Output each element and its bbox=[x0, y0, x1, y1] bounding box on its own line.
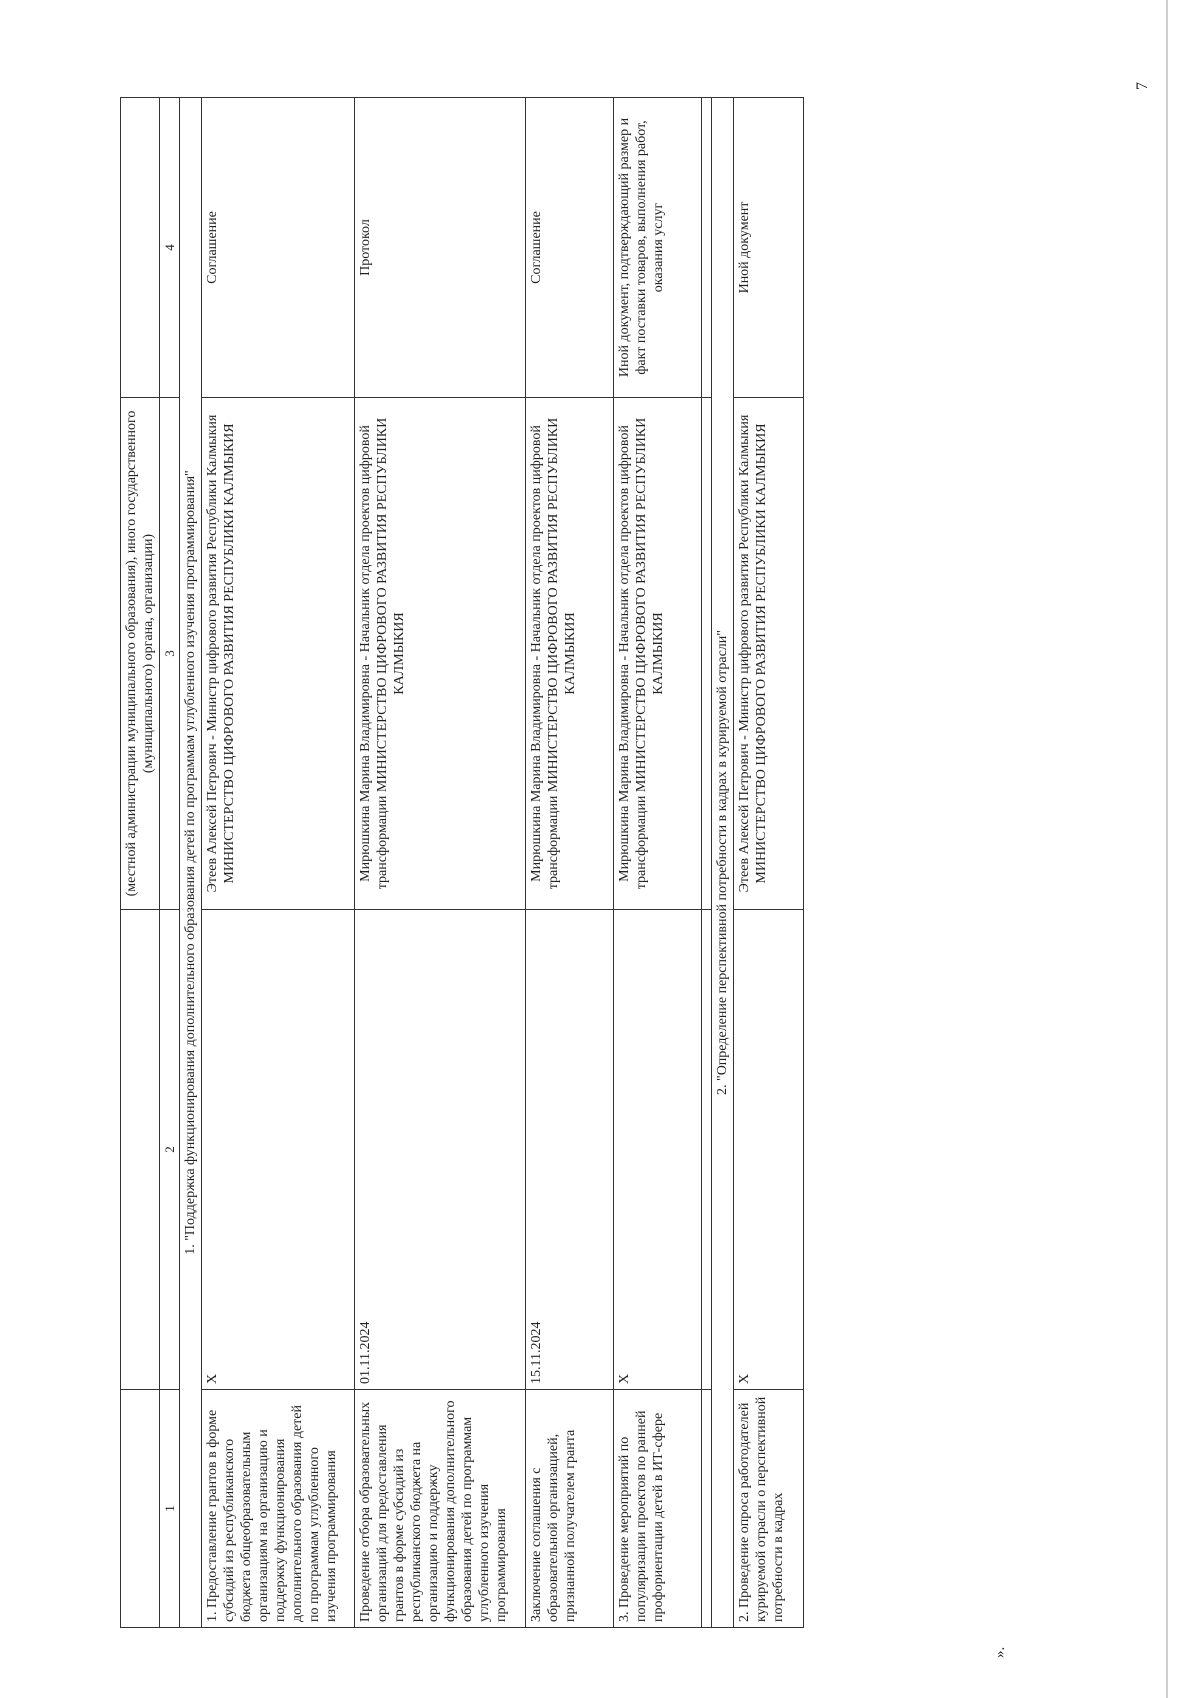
event-cell: Проведение отбора образовательных организаций для предоставления грантов в форме субсидий из республиканского бюджета на организацию и поддержку функционирования дополнительного образования детей по программам углубленного изучения программирования bbox=[355, 1390, 526, 1628]
section-row-2 bbox=[712, 98, 734, 1628]
col-number-3: 3 bbox=[160, 398, 180, 910]
document-cell: Протокол bbox=[355, 98, 526, 398]
responsible-cell: Мирюшкина Марина Владимировна - Начальник отдела проектов цифровой трансформации МИНИСТЕРСТВО ЦИФРОВОГО РАЗВИТИЯ РЕСПУБЛИКИ КАЛМЫКИЯ bbox=[614, 398, 702, 910]
responsible-cell: Этеев Алексей Петрович - Министр цифрового развития Республики Калмыкия МИНИСТЕРСТВО ЦИФРОВОГО РАЗВИТИЯ РЕСПУБЛИКИ КАЛМЫКИЯ bbox=[202, 398, 355, 910]
event-cell: 1. Предоставление грантов в форме субсидий из республиканского бюджета общеобразовательным организациям на организацию и поддержку функционирования дополнительного образования детей по программам углубленного изучения программирования bbox=[202, 1390, 355, 1628]
date-cell: X bbox=[614, 910, 702, 1390]
table-row bbox=[202, 98, 355, 1628]
table-row bbox=[355, 98, 526, 1628]
scan-edge-line bbox=[1166, 0, 1168, 1698]
section-title: 1. "Поддержка функционирования дополнительного образования детей по программам углубленного изучения программирования" bbox=[180, 98, 202, 1628]
col-number-4: 4 bbox=[160, 98, 180, 398]
event-cell: 2. Проведение опроса работодателей курируемой отрасли о перспективной потребности в кадрах bbox=[734, 1390, 804, 1628]
table-row bbox=[526, 98, 614, 1628]
table-row bbox=[734, 98, 804, 1628]
section-row-1 bbox=[180, 98, 202, 1628]
section-title: 2. "Определение перспективной потребности в кадрах в курируемой отрасли" bbox=[712, 98, 734, 1628]
date-cell: 01.11.2024 bbox=[355, 910, 526, 1390]
column-number-row bbox=[160, 98, 180, 1628]
date-cell: X bbox=[202, 910, 355, 1390]
document-cell: Соглашение bbox=[526, 98, 614, 398]
header-col3-text: (местной администрации муниципального образования), иного государственного (муниципального) органа, организации) bbox=[121, 398, 160, 910]
event-cell: Заключение соглашения с образовательной организацией, признанной получателем гранта bbox=[526, 1390, 614, 1628]
table-header-row bbox=[121, 98, 160, 1628]
responsible-cell: Мирюшкина Марина Владимировна - Начальник отдела проектов цифровой трансформации МИНИСТЕРСТВО ЦИФРОВОГО РАЗВИТИЯ РЕСПУБЛИКИ КАЛМЫКИЯ bbox=[526, 398, 614, 910]
responsible-cell: Этеев Алексей Петрович - Министр цифрового развития Республики Калмыкия МИНИСТЕРСТВО ЦИФРОВОГО РАЗВИТИЯ РЕСПУБЛИКИ КАЛМЫКИЯ bbox=[734, 398, 804, 910]
date-cell: X bbox=[734, 910, 804, 1390]
document-cell: Иной документ, подтверждающий размер и факт поставки товаров, выполнения работ, оказания услуг bbox=[614, 98, 702, 398]
col-number-1: 1 bbox=[160, 1390, 180, 1628]
spacer-row bbox=[702, 98, 712, 1628]
responsible-cell: Мирюшкина Марина Владимировна - Начальник отдела проектов цифровой трансформации МИНИСТЕРСТВО ЦИФРОВОГО РАЗВИТИЯ РЕСПУБЛИКИ КАЛМЫКИЯ bbox=[355, 398, 526, 910]
events-table bbox=[120, 97, 804, 1628]
col-number-2: 2 bbox=[160, 910, 180, 1390]
table-row bbox=[614, 98, 702, 1628]
date-cell: 15.11.2024 bbox=[526, 910, 614, 1390]
document-cell: Иной документ bbox=[734, 98, 804, 398]
closing-quote-mark: ». bbox=[992, 1646, 1008, 1658]
event-cell: 3. Проведение мероприятий по популяризации проектов по ранней профориентации детей в ИТ-сфере bbox=[614, 1390, 702, 1628]
document-cell: Соглашение bbox=[202, 98, 355, 398]
page-number: 7 bbox=[1134, 82, 1151, 90]
